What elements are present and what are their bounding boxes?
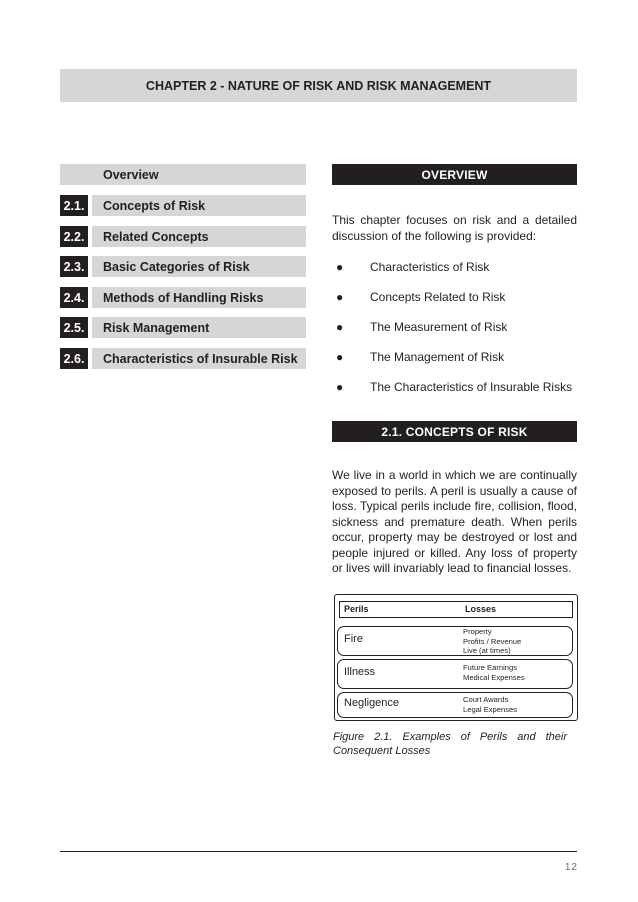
bullet-dot-icon: ● [336,260,344,274]
toc-item-number: 2.4. [60,287,88,308]
caption-line-2: Consequent Losses [333,745,431,757]
list-item-text: Concepts Related to Risk [370,290,506,304]
peril-label: Negligence [344,697,400,709]
toc-item-concepts-of-risk[interactable] [60,195,306,216]
caption-line-1: Figure 2.1. Examples of Perils and their [333,731,567,743]
toc-overview-label: Overview [60,164,306,185]
toc-item-methods-handling[interactable] [60,287,306,308]
list-item [332,258,582,288]
overview-bullet-list [332,258,582,408]
toc-item-insurable-risk[interactable] [60,348,306,369]
loss-item: Court Awards [463,695,509,704]
toc-overview[interactable] [60,164,306,185]
list-item [332,348,582,378]
toc-item-number: 2.3. [60,256,88,277]
figure-header [339,601,573,618]
toc-item-label: Methods of Handling Risks [92,287,306,308]
toc-item-label: Related Concepts [92,226,306,247]
concepts-heading: 2.1. CONCEPTS OF RISK [332,421,577,442]
overview-heading: OVERVIEW [332,164,577,185]
loss-item: Legal Expenses [463,704,518,714]
bullet-dot-icon: ● [336,380,344,394]
figure-row-negligence [337,692,573,718]
toc-item-number: 2.2. [60,226,88,247]
toc-item-number: 2.6. [60,348,88,369]
peril-label: Illness [344,666,376,678]
loss-item: Profits / Revenue [463,636,522,646]
loss-item: Medical Expenses [463,672,525,682]
loss-item: Live (at times) [463,646,511,656]
list-item-text: The Management of Risk [370,350,505,364]
header-losses: Losses [465,604,497,614]
page-number: 12 [564,862,578,873]
chapter-title: CHAPTER 2 - NATURE OF RISK AND RISK MANAGEMENT [60,69,577,102]
list-item [332,318,582,348]
footer-divider [60,851,577,852]
toc-item-label: Risk Management [92,317,306,338]
bullet-dot-icon: ● [336,290,344,304]
figure-row-fire [337,626,573,656]
toc-item-related-concepts[interactable] [60,226,306,247]
list-item-text: Characteristics of Risk [370,260,490,274]
list-item-text: The Measurement of Risk [370,320,508,334]
losses-list [463,627,521,656]
toc-item-label: Basic Categories of Risk [92,256,306,277]
overview-intro: This chapter focuses on risk and a detailed discussion of the following is provided: [332,213,577,243]
perils-losses-figure [334,594,578,721]
figure-caption [333,730,567,758]
losses-list [463,695,517,714]
list-item [332,378,582,408]
toc-item-label: Concepts of Risk [92,195,306,216]
loss-item: Future Earnings [463,663,518,672]
concepts-paragraph: We live in a world in which we are continually exposed to perils. A peril is usually a cause of loss. Typical perils include fire, collision, flood, sickness and premature death. When perils occur, property may be destroyed or lost and people injured or killed. Any loss of property or lives will invariably lead to financial losses. [332,468,577,575]
toc-item-risk-management[interactable] [60,317,306,338]
bullet-dot-icon: ● [336,320,344,334]
bullet-dot-icon: ● [336,350,344,364]
toc-item-label: Characteristics of Insurable Risk [92,348,306,369]
toc-item-basic-categories[interactable] [60,256,306,277]
loss-item: Property [463,627,492,636]
toc-item-number: 2.1. [60,195,88,216]
list-item [332,288,582,318]
losses-list [463,663,525,682]
peril-label: Fire [344,633,363,645]
header-perils: Perils [344,604,369,614]
figure-row-illness [337,659,573,689]
toc-item-number: 2.5. [60,317,88,338]
list-item-text: The Characteristics of Insurable Risks [370,380,573,394]
